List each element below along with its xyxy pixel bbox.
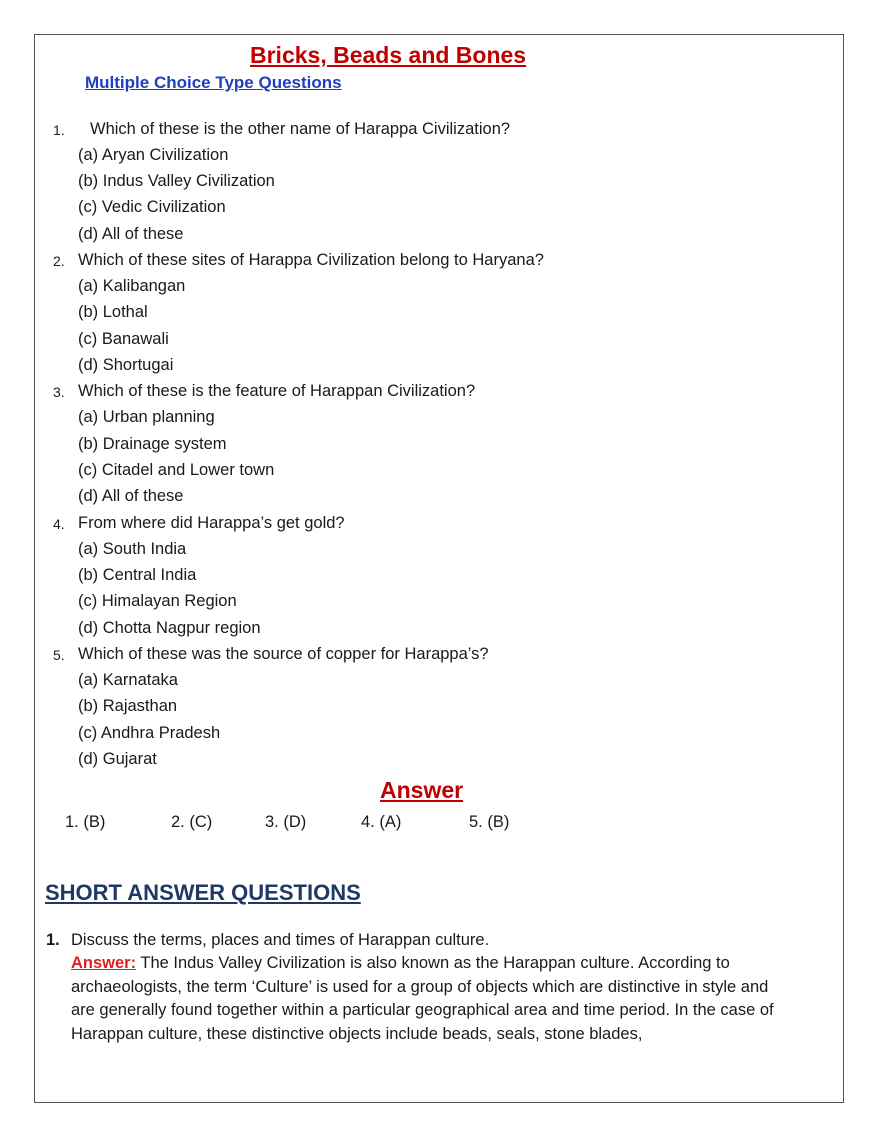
option: (b) Indus Valley Civilization xyxy=(78,172,275,190)
answer-label: Answer: xyxy=(71,954,137,972)
option: (a) Urban planning xyxy=(78,408,215,426)
answer-text: The Indus Valley Civilization is also known as the Harappan culture. According to archaeologists, the term ‘Culture’ is used for a group of objects which are distinctive in style and are generally found together within a particular geographical area and time period. In the case of Harappan culture, these distinctive objects include beads, seals, stone blades, xyxy=(71,954,774,1043)
section-subtitle: Multiple Choice Type Questions xyxy=(85,73,342,92)
option: (a) Karnataka xyxy=(78,671,178,689)
option: (a) Aryan Civilization xyxy=(78,146,229,164)
page-title: Bricks, Beads and Bones xyxy=(250,42,527,68)
option: (d) All of these xyxy=(78,487,184,505)
question-text: Which of these is the feature of Harappan Civilization? xyxy=(78,382,476,400)
option: (c) Citadel and Lower town xyxy=(78,461,275,479)
option: (a) Kalibangan xyxy=(78,277,186,295)
option: (b) Lothal xyxy=(78,303,148,321)
answer-item: 3. (D) xyxy=(265,813,307,831)
answer-item: 5. (B) xyxy=(469,813,510,831)
option: (c) Banawali xyxy=(78,330,169,348)
question-number: 1. xyxy=(53,122,65,138)
option: (d) Shortugai xyxy=(78,356,174,374)
short-answer-heading: SHORT ANSWER QUESTIONS xyxy=(45,880,361,905)
question-number: 5. xyxy=(53,647,65,663)
question-text: Which of these was the source of copper for Harappa’s? xyxy=(78,645,489,663)
option: (b) Rajasthan xyxy=(78,697,178,715)
question-text: Discuss the terms, places and times of Harappan culture. xyxy=(71,931,490,949)
question-number: 4. xyxy=(53,516,65,532)
question-number: 2. xyxy=(53,253,65,269)
question-text: Which of these sites of Harappa Civilization belong to Haryana? xyxy=(78,251,544,269)
option: (c) Vedic Civilization xyxy=(78,198,226,216)
answer-paragraph xyxy=(71,952,776,1046)
answer-item: 4. (A) xyxy=(361,813,402,831)
option: (c) Andhra Pradesh xyxy=(78,724,221,742)
answer-item: 2. (C) xyxy=(171,813,213,831)
question-text: From where did Harappa’s get gold? xyxy=(78,514,345,532)
answer-item: 1. (B) xyxy=(65,813,106,831)
question-number: 1. xyxy=(46,931,60,949)
question-number: 3. xyxy=(53,384,65,400)
option: (d) Gujarat xyxy=(78,750,157,768)
option: (d) All of these xyxy=(78,225,184,243)
answer-heading: Answer xyxy=(380,777,464,803)
option: (d) Chotta Nagpur region xyxy=(78,619,261,637)
option: (a) South India xyxy=(78,540,187,558)
option: (b) Drainage system xyxy=(78,435,227,453)
option: (b) Central India xyxy=(78,566,197,584)
option: (c) Himalayan Region xyxy=(78,592,237,610)
question-text: Which of these is the other name of Harappa Civilization? xyxy=(90,120,511,138)
